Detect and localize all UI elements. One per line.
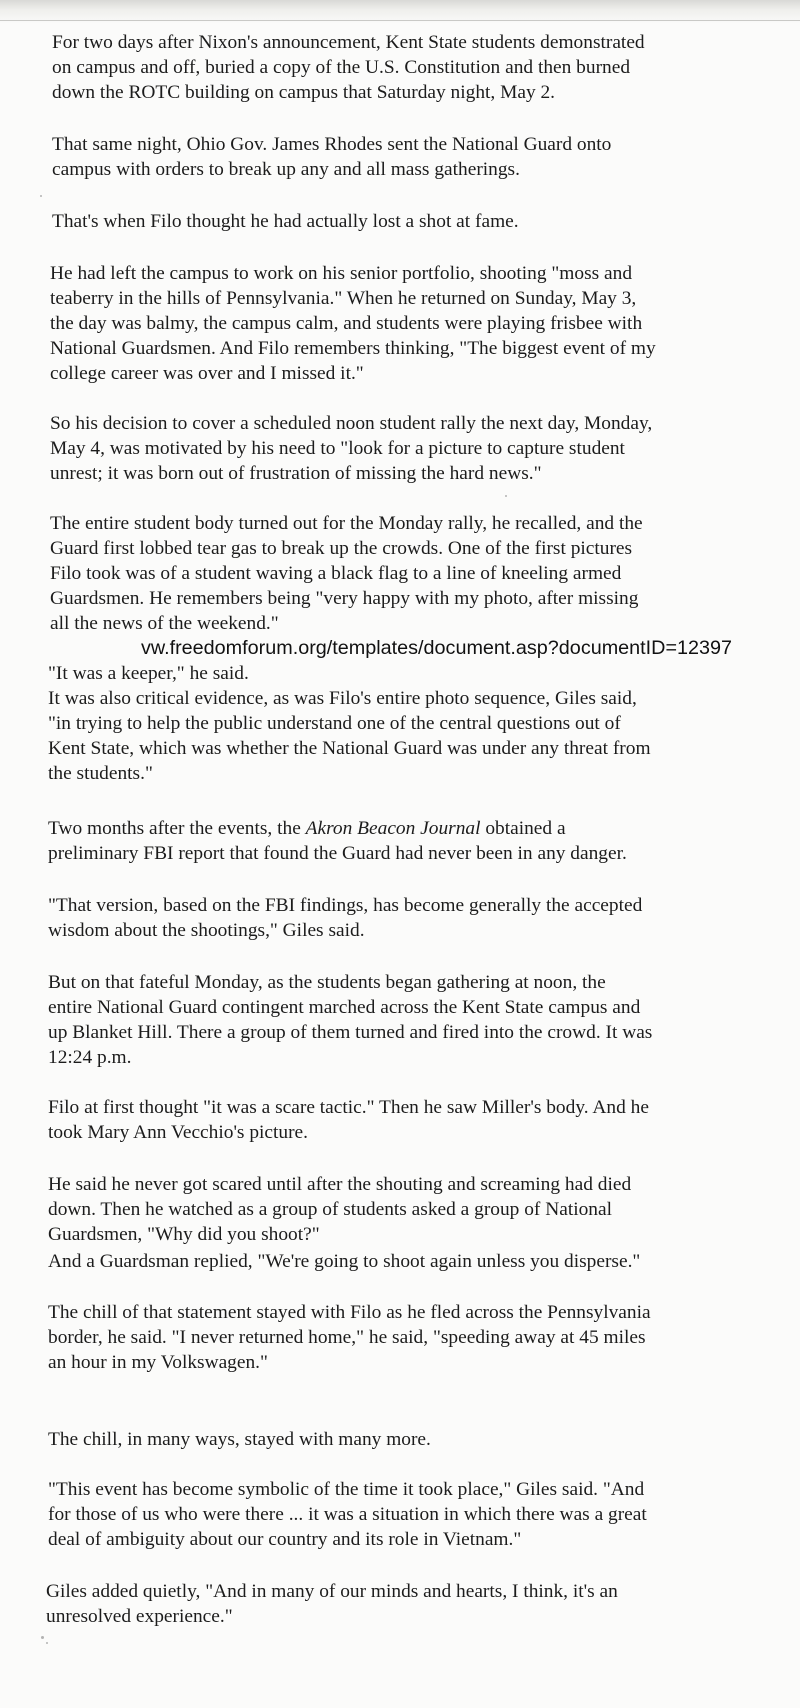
paragraph-8	[48, 686, 738, 786]
paragraph-10	[48, 893, 736, 943]
text-segment: Two months after the events, the	[48, 818, 306, 839]
text-line: Guardsmen. He remembers being "very happy with my photo, after missing	[50, 588, 639, 609]
paragraph-9	[48, 816, 738, 866]
text-line: And a Guardsman replied, "We're going to shoot again unless you disperse."	[48, 1251, 641, 1272]
text-line: on campus and off, buried a copy of the U.S. Constitution and then burned	[52, 57, 631, 78]
paragraph-1	[52, 30, 742, 105]
paragraph-6	[50, 511, 737, 636]
text-line: up Blanket Hill. There a group of them turned and fired into the crowd. It was	[48, 1022, 653, 1043]
text-line: "in trying to help the public understand one of the central questions out of	[48, 713, 621, 734]
text-line: Guard first lobbed tear gas to break up the crowds. One of the first pictures	[50, 538, 633, 559]
paragraph-3	[52, 209, 742, 234]
text-line: border, he said. "I never returned home," he said, "speeding away at 45 miles	[48, 1327, 646, 1348]
text-line: The chill, in many ways, stayed with many more.	[48, 1429, 431, 1450]
text-line: down. Then he watched as a group of students asked a group of National	[48, 1199, 612, 1220]
text-line: That same night, Ohio Gov. James Rhodes sent the National Guard onto	[52, 134, 612, 155]
text-line: That's when Filo thought he had actually lost a shot at fame.	[52, 211, 519, 232]
text-line: all the news of the weekend."	[50, 613, 279, 634]
text-line: down the ROTC building on campus that Saturday night, May 2.	[52, 82, 556, 103]
text-line: for those of us who were there ... it was a situation in which there was a great	[48, 1504, 647, 1525]
text-line: an hour in my Volkswagen."	[48, 1352, 268, 1373]
text-line: unrest; it was born out of frustration of missing the hard news."	[50, 463, 542, 484]
text-line: National Guardsmen. And Filo remembers thinking, "The biggest event of my	[50, 338, 656, 359]
paragraph-17	[48, 1477, 732, 1552]
text-line: It was also critical evidence, as was Filo's entire photo sequence, Giles said,	[48, 688, 637, 709]
text-line: took Mary Ann Vecchio's picture.	[48, 1122, 309, 1143]
paragraph-2	[52, 132, 742, 182]
paragraph-18	[46, 1579, 734, 1629]
text-line: Filo took was of a student waving a black flag to a line of kneeling armed	[50, 563, 622, 584]
text-line: Kent State, which was whether the National Guard was under any threat from	[48, 738, 651, 759]
text-line: He had left the campus to work on his senior portfolio, shooting "moss and	[50, 263, 633, 284]
text-line: Guardsmen, "Why did you shoot?"	[48, 1224, 320, 1245]
scan-speck	[40, 195, 42, 197]
text-line: the day was balmy, the campus calm, and students were playing frisbee with	[50, 313, 643, 334]
text-line: "It was a keeper," he said.	[48, 663, 249, 684]
text-segment: obtained a	[480, 818, 566, 839]
text-line: preliminary FBI report that found the Guard had never been in any danger.	[48, 843, 627, 864]
paragraph-14	[48, 1249, 734, 1274]
text-line: The entire student body turned out for the Monday rally, he recalled, and the	[50, 513, 643, 534]
text-line: campus with orders to break up any and all mass gatherings.	[52, 159, 520, 180]
text-line: entire National Guard contingent marched across the Kent State campus and	[48, 997, 641, 1018]
paragraph-7	[48, 661, 648, 686]
text-line: But on that fateful Monday, as the students began gathering at noon, the	[48, 972, 606, 993]
paragraph-5	[50, 411, 735, 486]
text-line: teaberry in the hills of Pennsylvania." When he returned on Sunday, May 3,	[50, 288, 637, 309]
print-footer-url: vw.freedomforum.org/templates/document.asp?documentID=12397	[141, 637, 733, 659]
paragraph-11	[48, 970, 736, 1070]
text-line: wisdom about the shootings," Giles said.	[48, 920, 365, 941]
text-line: The chill of that statement stayed with Filo as he fled across the Pennsylvania	[48, 1302, 651, 1323]
text-line: Filo at first thought "it was a scare tactic." Then he saw Miller's body. And he	[48, 1097, 649, 1118]
text-line: deal of ambiguity about our country and its role in Vietnam."	[48, 1529, 522, 1550]
publication-title: Akron Beacon Journal	[305, 818, 481, 839]
text-line: So his decision to cover a scheduled noon student rally the next day, Monday,	[50, 413, 653, 434]
scan-speck	[41, 1636, 44, 1639]
scan-speck	[505, 495, 507, 497]
text-line: "That version, based on the FBI findings, has become generally the accepted	[48, 895, 643, 916]
paragraph-15	[48, 1300, 734, 1375]
text-line: 12:24 p.m.	[48, 1047, 132, 1068]
text-line	[48, 816, 738, 841]
paragraph-4	[50, 261, 740, 386]
text-line: For two days after Nixon's announcement, Kent State students demonstrated	[52, 32, 645, 53]
paragraph-13	[48, 1172, 736, 1247]
text-line: college career was over and I missed it."	[50, 363, 364, 384]
paragraph-16	[48, 1427, 734, 1452]
text-line: May 4, was motivated by his need to "look for a picture to capture student	[50, 438, 625, 459]
text-line: He said he never got scared until after the shouting and screaming had died	[48, 1174, 632, 1195]
text-line: unresolved experience."	[46, 1606, 233, 1627]
scan-speck	[46, 1642, 48, 1644]
text-line: the students."	[48, 763, 153, 784]
paragraph-12	[48, 1095, 736, 1145]
text-line: Giles added quietly, "And in many of our minds and hearts, I think, it's an	[46, 1581, 618, 1602]
text-line: "This event has become symbolic of the time it took place," Giles said. "And	[48, 1479, 645, 1500]
